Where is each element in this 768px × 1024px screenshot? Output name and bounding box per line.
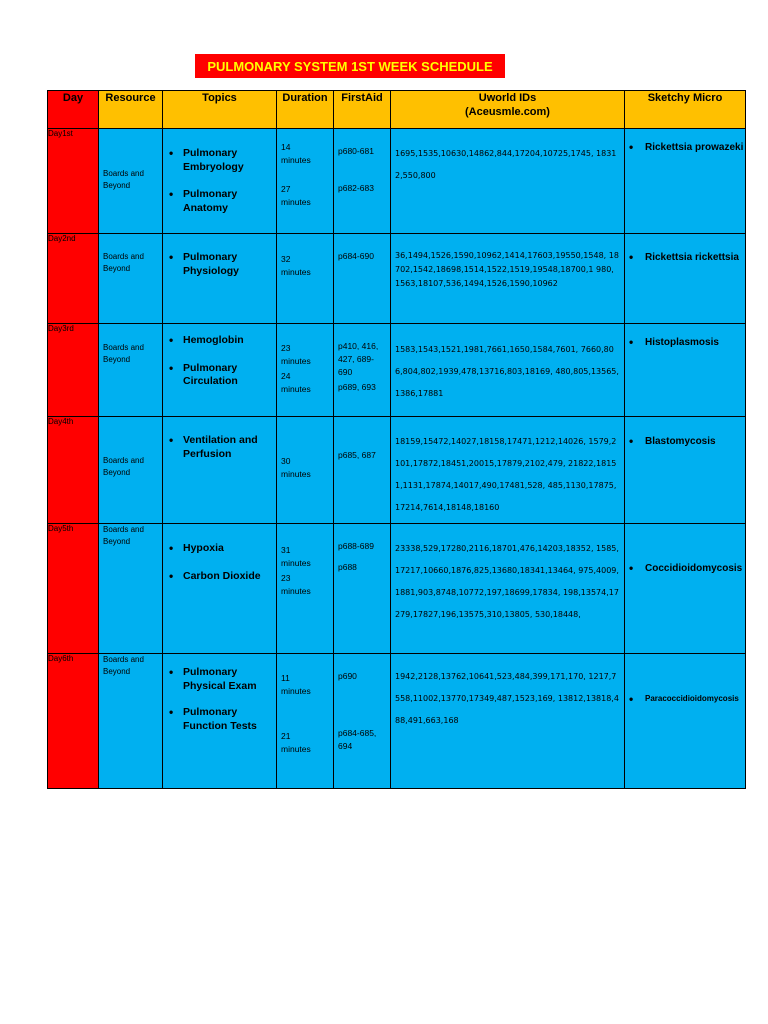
duration-value: 23 minutes — [281, 343, 311, 366]
topic-item: • Pulmonary Physiology — [163, 251, 276, 278]
firstaid-pages: p684-690 — [338, 251, 374, 261]
topic-item: • Pulmonary Physical Exam — [163, 666, 276, 693]
uworld-ids: 1583,1543,1521,1981,7661,1650,1584,7601, 7660,806,804,802,1939,478,13716,803,18169, 480,805,13565,1386,17881 — [395, 345, 619, 398]
duration-value: 14 minutes — [281, 142, 311, 165]
topic-item: • Pulmonary Anatomy — [163, 188, 276, 215]
day-cell: Day1st — [48, 129, 99, 234]
topic-item: • Hypoxia — [163, 542, 276, 556]
resource-cell: Boards and Beyond — [103, 343, 144, 364]
header-row — [48, 91, 746, 129]
header-resource: Resource — [99, 91, 163, 129]
topic-item: • Hemoglobin — [163, 334, 276, 348]
table-row — [48, 654, 746, 789]
uworld-ids: 1695,1535,10630,14862,844,17204,10725,1745, 18312,550,800 — [395, 149, 617, 180]
firstaid-pages: p684-685, 694 — [338, 728, 377, 751]
duration-value: 21 minutes — [281, 731, 311, 754]
duration-value: 32 minutes — [281, 254, 311, 277]
header-firstaid: FirstAid — [334, 91, 391, 129]
topic-item: • Pulmonary Embryology — [163, 147, 276, 174]
resource-cell: Boards and Beyond — [103, 169, 144, 190]
day-cell: Day5th — [48, 524, 99, 654]
sketchy-item: • Blastomycosis — [625, 435, 745, 448]
resource-cell: Boards and Beyond — [103, 456, 144, 477]
firstaid-pages: p689, 693 — [338, 382, 376, 392]
resource-cell: Boards and Beyond — [103, 655, 144, 676]
table-row — [48, 129, 746, 234]
sketchy-item: • Rickettsia rickettsia — [625, 251, 745, 264]
header-sketchy: Sketchy Micro — [625, 91, 746, 129]
day-cell: Day3rd — [48, 324, 99, 417]
day-cell: Day6th — [48, 654, 99, 789]
duration-value: 11 minutes — [281, 673, 311, 696]
header-uworld-label: Uworld IDs — [478, 92, 537, 104]
table-row — [48, 524, 746, 654]
firstaid-pages: p685, 687 — [338, 450, 376, 460]
firstaid-pages: p690 — [338, 671, 357, 681]
topic-item: • Carbon Dioxide — [163, 570, 276, 584]
firstaid-pages: p688 — [338, 562, 357, 572]
resource-cell: Boards and Beyond — [103, 525, 144, 546]
header-duration: Duration — [277, 91, 334, 129]
topic-item: • Pulmonary Function Tests — [163, 706, 276, 733]
uworld-ids: 23338,529,17280,2116,18701,476,14203,18352, 1585,17217,10660,1876,825,13680,18341,13464, 975,4009,1881,903,8748,10772,197,18699,17834, 198,13574,17279,17827,196,13575,310,13805, 530,18448, — [395, 544, 619, 619]
schedule-table — [47, 90, 746, 789]
day-cell: Day4th — [48, 417, 99, 524]
sketchy-item: • Coccidioidomycosis — [625, 562, 745, 575]
duration-value: 24 minutes — [281, 371, 311, 394]
uworld-ids: 36,1494,1526,1590,10962,1414,17603,19550,1548, 18702,1542,18698,1514,1522,1519,19548,18700,1 980, 1563,18107,536,1494,1526,1590,10962 — [395, 251, 619, 288]
sketchy-item: • Histoplasmosis — [625, 336, 745, 349]
firstaid-pages: p682-683 — [338, 183, 374, 193]
table-row — [48, 417, 746, 524]
duration-value: 27 minutes — [281, 184, 311, 207]
topic-item: • Pulmonary Circulation — [163, 362, 276, 389]
topic-item: • Ventilation and Perfusion — [163, 434, 276, 461]
firstaid-pages: p410, 416, 427, 689-690 — [338, 341, 379, 377]
day-cell: Day2nd — [48, 234, 99, 324]
header-topics: Topics — [163, 91, 277, 129]
duration-value: 31 minutes — [281, 545, 311, 568]
header-day: Day — [48, 91, 99, 129]
header-uworld-site: (Aceusmle.com) — [465, 106, 550, 118]
sketchy-item: • Rickettsia prowazeki — [625, 141, 745, 154]
duration-value: 30 minutes — [281, 456, 311, 479]
resource-cell: Boards and Beyond — [103, 252, 144, 273]
table-row — [48, 234, 746, 324]
page-title: PULMONARY SYSTEM 1ST WEEK SCHEDULE — [195, 54, 505, 78]
sketchy-item: • Paracoccidioidomycosis — [625, 692, 745, 706]
uworld-ids: 18159,15472,14027,18158,17471,1212,14026, 1579,2101,17872,18451,20015,17879,2102,479, 21822,18151,1131,17874,14017,490,17481,528, 485,1130,17875,17214,7614,18148,18160 — [395, 437, 617, 512]
duration-value: 23 minutes — [281, 573, 311, 596]
header-uworld — [391, 91, 625, 129]
table-row — [48, 324, 746, 417]
firstaid-pages: p688-689 — [338, 541, 374, 551]
uworld-ids: 1942,2128,13762,10641,523,484,399,171,170, 1217,7558,11002,13770,17349,487,1523,169, 13812,13818,488,491,663,168 — [395, 672, 619, 725]
firstaid-pages: p680-681 — [338, 146, 374, 156]
